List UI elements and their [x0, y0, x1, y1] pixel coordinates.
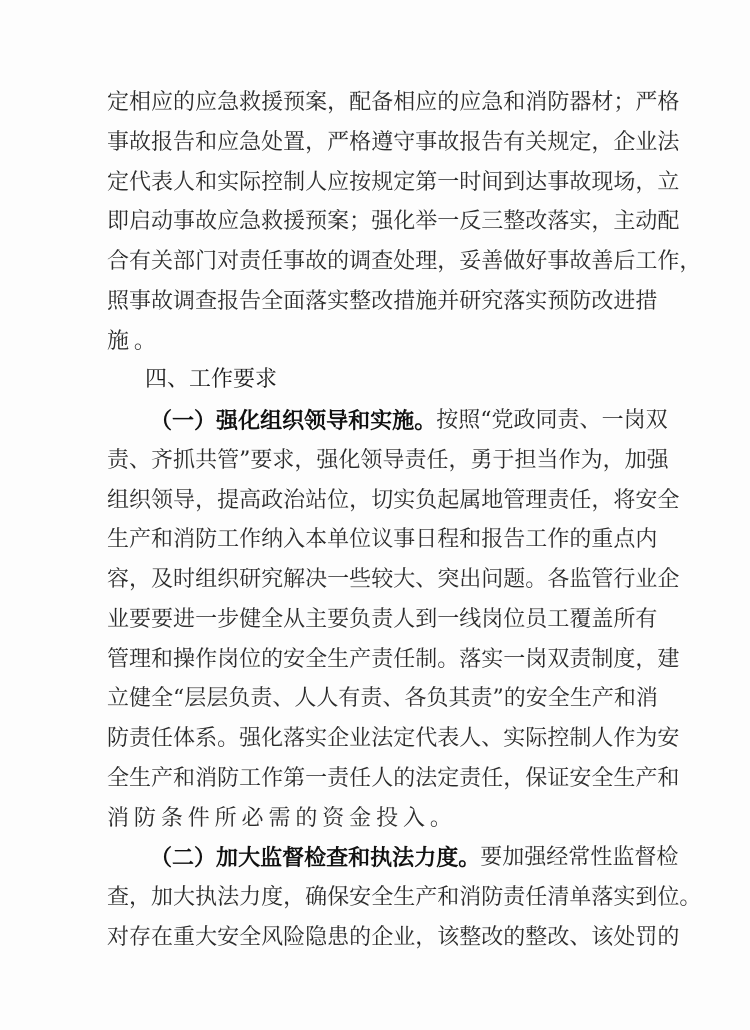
- section-heading: 四、工作要求: [145, 367, 278, 392]
- text-line: 施 。: [107, 328, 161, 354]
- text-line: 查 ， 加 大 执 法 力 度 ， 确 保 安 全 生 产 和 消 防 责 任 清 单 落 实 到 位 。: [107, 885, 702, 910]
- text-line: 生 产 和 消 防 工 作 纳 入 本 单 位 议 事 日 程 和 报 告 工 作 的 重 点 内: [107, 527, 658, 553]
- text-line: （ 一 ） 强 化 组 织 领 导 和 实 施 。 按 照 “ 党 政 同 责 、 一 岗 双: [150, 408, 668, 434]
- text-line: 立 健 全 “ 层 层 负 责 、 人 人 有 责 、 各 负 其 责 ” 的 安 全 生 产 和 消: [107, 686, 658, 712]
- text-line: 事 故 报 告 和 应 急 处 置 ， 严 格 遵 守 事 故 报 告 有 关 规 定 ， 企 业 法: [107, 129, 680, 155]
- text-line: 即 启 动 事 故 应 急 救 援 预 案 ； 强 化 举 一 反 三 整 改 落 实 ， 主 动 配: [107, 209, 680, 235]
- text-line: 合 有 关 部 门 对 责 任 事 故 的 调 查 处 理 ， 妥 善 做 好 事 故 善 后 工 作 ，: [107, 249, 702, 274]
- text-line: （ 二 ） 加 大 监 督 检 查 和 执 法 力 度 。 要 加 强 经 常 性 监 督 检: [150, 845, 679, 872]
- text-line: 消 防 条 件 所 必 需 的 资 金 投 入 。: [107, 805, 457, 831]
- text-line: 全 生 产 和 消 防 工 作 第 一 责 任 人 的 法 定 责 任 ， 保 证 安 全 生 产 和: [107, 765, 680, 791]
- text-line: 组 织 领 导 ， 提 高 政 治 站 位 ， 切 实 负 起 属 地 管 理 责 任 ， 将 安 全: [107, 487, 680, 513]
- text-line: 责 、 齐 抓 共 管 ” 要 求 ， 强 化 领 导 责 任 ， 勇 于 担 当 作 为 ， 加 强: [107, 447, 669, 473]
- text-line: 对 存 在 重 大 安 全 风 险 隐 患 的 企 业 ， 该 整 改 的 整 改 、 该 处 罚 的: [107, 924, 680, 950]
- text-line: 定 相 应 的 应 急 救 援 预 案 ， 配 备 相 应 的 应 急 和 消 防 器 材 ； 严 格: [107, 90, 680, 115]
- text-line: 防 责 任 体 系 。 强 化 落 实 企 业 法 定 代 表 人 、 实 际 控 制 人 作 为 安: [107, 726, 680, 751]
- text-line: 管 理 和 操 作 岗 位 的 安 全 生 产 责 任 制 。 落 实 一 岗 双 责 制 度 ， 建: [107, 646, 680, 672]
- text-line: 照 事 故 调 查 报 告 全 面 落 实 整 改 措 施 并 研 究 落 实 预 防 改 进 措: [107, 288, 658, 314]
- text-line: 容 ， 及 时 组 织 研 究 解 决 一 些 较 大 、 突 出 问 题 。 各 监 管 行 业 企: [107, 567, 680, 592]
- text-line: 定 代 表 人 和 实 际 控 制 人 应 按 规 定 第 一 时 间 到 达 事 故 现 场 ， 立: [107, 169, 680, 195]
- text-line: 业 要 要 进 一 步 健 全 从 主 要 负 责 人 到 一 线 岗 位 员 工 覆 盖 所 有: [107, 606, 658, 632]
